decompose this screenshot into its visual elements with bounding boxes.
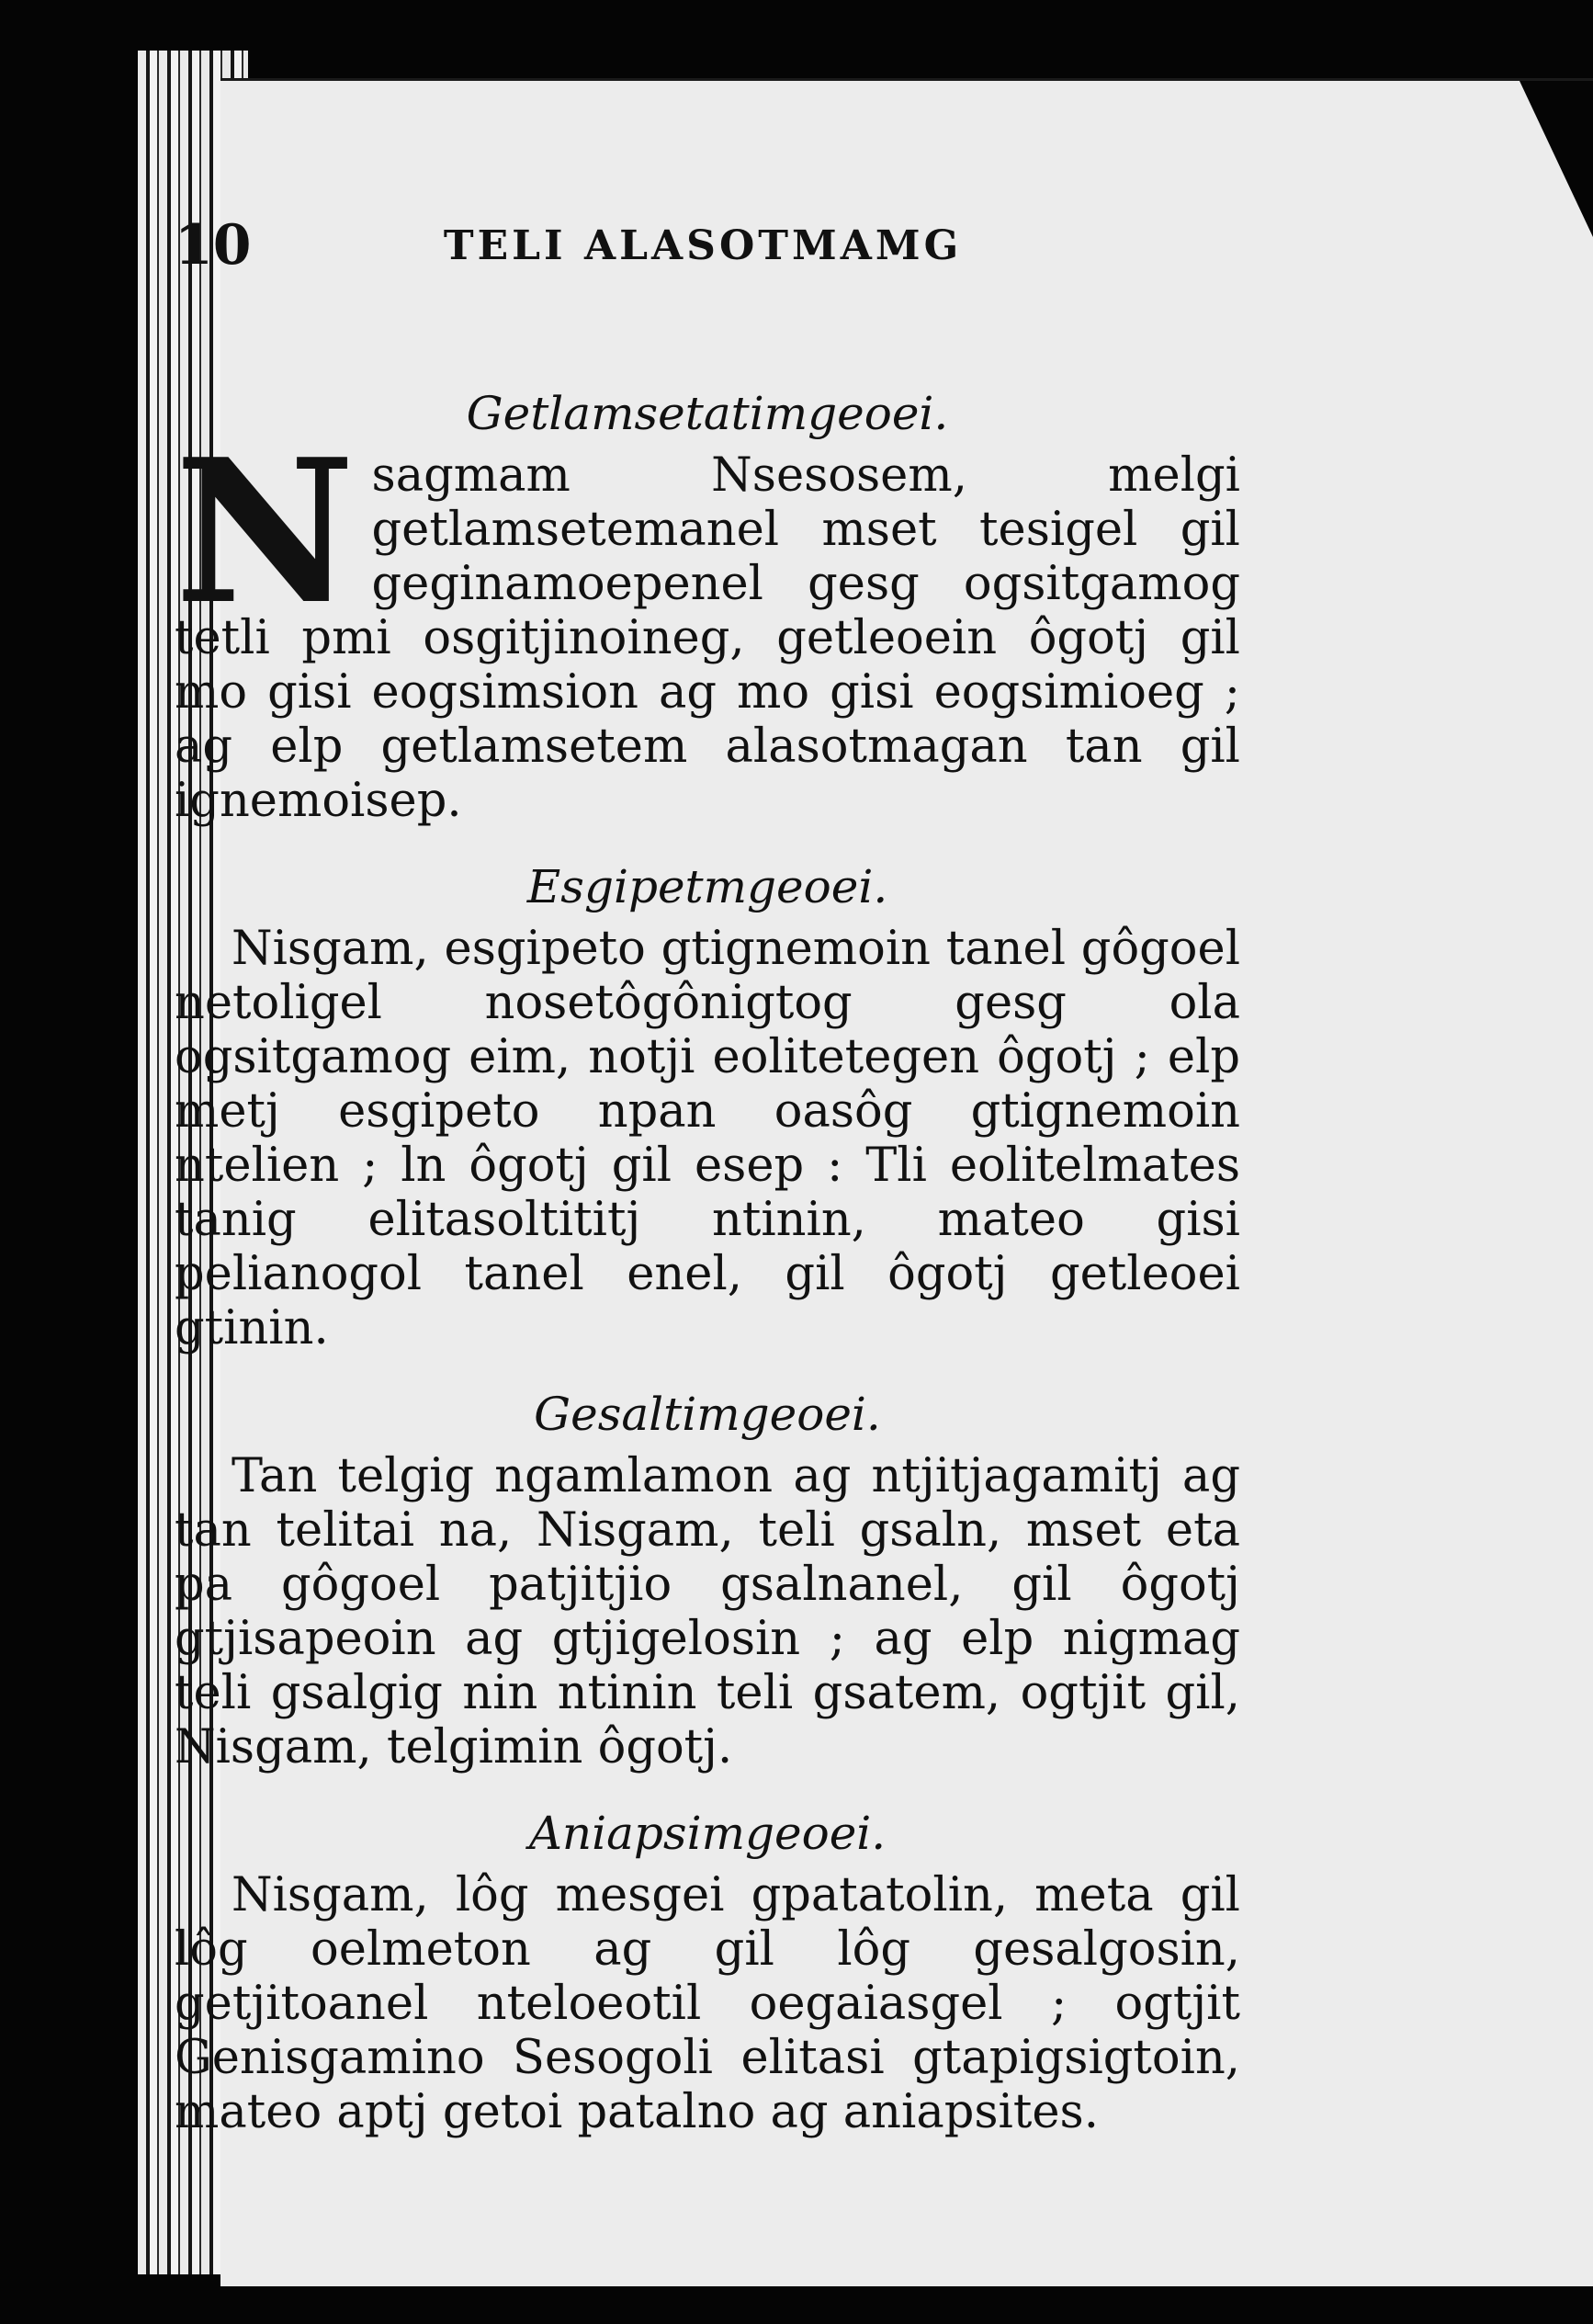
section-paragraph: Nisgam, lôg mesgei gpatatolin, meta gil lôg oelmeton ag gil lôg gesalgosin, getjitoanel nteloeotil oegaiasgel ; ogtjit Genisgamino Sesogoli elitasi gtapigsigtoin, mateo aptj getoi patalno ag aniapsites. [175, 1868, 1240, 2139]
section-title: Aniapsimgeoei. [528, 1807, 887, 1860]
running-title: TELI ALASOTMAMG [443, 222, 963, 269]
drop-cap: N [175, 415, 356, 648]
page-body [175, 386, 1240, 2171]
section-title: Gesaltimgeoei. [534, 1388, 881, 1441]
page-number: 10 [175, 213, 252, 278]
section-title: Esgipetmgeoei. [526, 860, 888, 913]
section-paragraph: Tan telgig ngamlamon ag ntjitjagamitj ag tan telitai na, Nisgam, teli gsaln, mset eta pa gôgoel patjitjio gsalnanel, gil ôgotj gtjisapeoin ag gtjigelosin ; ag elp nigmag teli gsalgig nin ntinin teli gsatem, ogtjit gil, Nisgam, telgimin ôgotj. [175, 1449, 1240, 1774]
section-paragraph: Nisgam, esgipeto gtignemoin tanel gôgoel netoligel nosetôgônigtog gesg ola ogsitgamog eim, notji eolitetegen ôgotj ; elp metj esgipeto npan oasôg gtignemoin ntelien ; ln ôgotj gil esep : Tli eolitelmates tanig elitasoltititj ntinin, mateo gisi pelianogol tanel enel, gil ôgotj getleoei gtinin. [175, 922, 1240, 1355]
page-corner-fold [1520, 81, 1593, 237]
running-header [175, 213, 1231, 305]
section-paragraph [175, 415, 1240, 828]
paragraph-text: sagmam Nsesosem, melgi getlamsetemanel mset tesigel gil geginamoepenel gesg ogsitgamog tetli pmi osgitjinoineg, getleoein ôgotj gil mo gisi eogsimsion ag mo gisi eogsimioeg ; ag elp getlamsetem alasotmagan tan gil ignemoisep. [175, 448, 1240, 828]
section-title: Getlamsetatimgeoei. [466, 387, 949, 440]
